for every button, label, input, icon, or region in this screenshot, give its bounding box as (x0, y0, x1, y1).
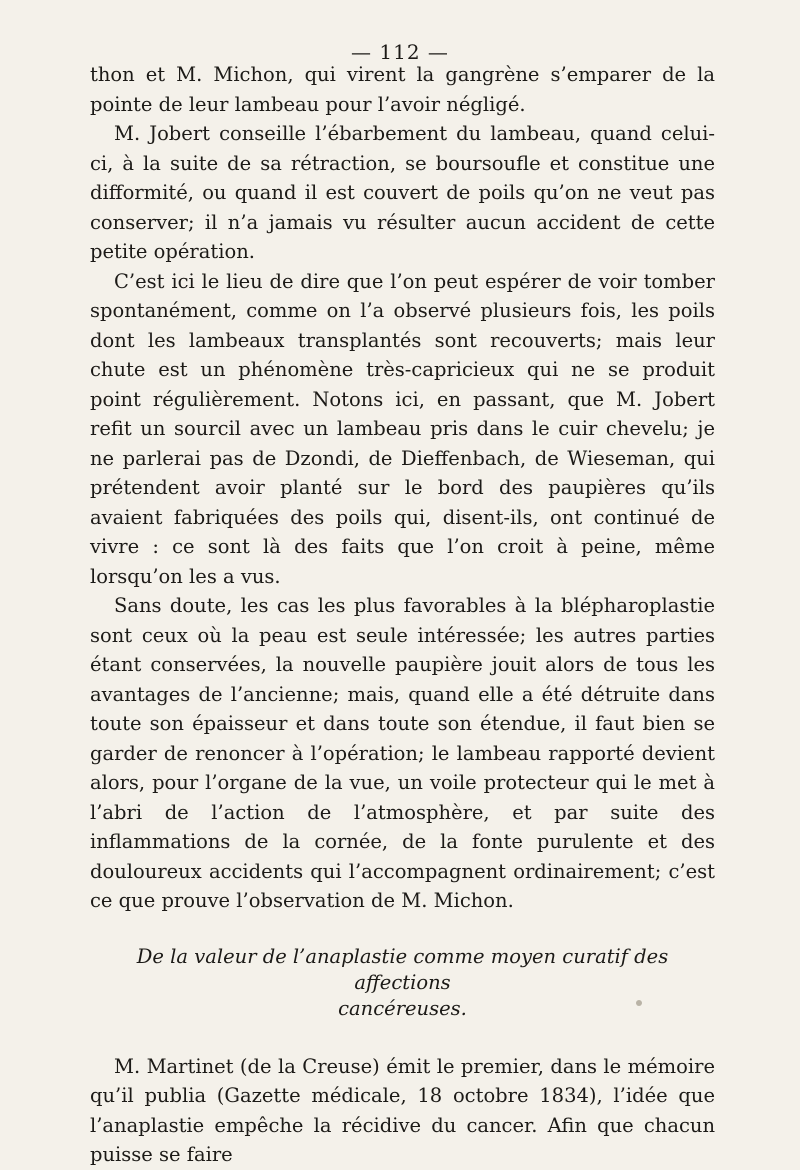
section-heading-line-2: cancéreuses. (338, 996, 467, 1020)
body-text (90, 60, 715, 1170)
paragraph-continuation: thon et M. Michon, qui virent la gangrène s’emparer de la pointe de leur lambeau pour l’avoir négligé. (90, 63, 715, 116)
section-heading (90, 944, 715, 1022)
paragraph-blepharoplastie: Sans doute, les cas les plus favorables à la blépharoplastie sont ceux où la peau est seule intéressée; les autres parties étant conservées, la nouvelle paupière jouit alors de tous les avantages de l’ancienne; mais, quand elle a été détruite dans toute son épaisseur et dans toute son étendue, il faut bien se garder de renoncer à l’opération; le lambeau rapporté devient alors, pour l’organe de la vue, un voile protecteur qui le met à l’abri de l’action de l’atmosphère, et par suite des inflammations de la cornée, de la fonte purulente et des douloureux accidents qui l’accompagnent ordinairement; c’est ce que prouve l’observation de M. Michon. (90, 594, 715, 912)
section-heading-line-1: De la valeur de l’anaplastie comme moyen curatif des affections (136, 944, 669, 994)
print-smudge (636, 1000, 642, 1006)
paragraph-martinet: M. Martinet (de la Creuse) émit le premier, dans le mémoire qu’il publia (Gazette médicale, 18 octobre 1834), l’idée que l’anaplastie empêche la récidive du cancer. Afin que chacun puisse se faire (90, 1054, 715, 1166)
page-number: — 112 — (351, 40, 449, 64)
paragraph-jobert-ebarbement: M. Jobert conseille l’ébarbement du lambeau, quand celui-ci, à la suite de sa rétraction, se boursoufle et constitue une difformité, ou quand il est couvert de poils qu’on ne veut pas conserver; il n’a jamais vu résulter aucun accident de cette petite opération. (90, 122, 715, 263)
paragraph-poils-transplantes: C’est ici le lieu de dire que l’on peut espérer de voir tomber spontanément, comme on l’a observé plusieurs fois, les poils dont les lambeaux transplantés sont recouverts; mais leur chute est un phénomène très-capricieux qui ne se produit point régulièrement. Notons ici, en passant, que M. Jobert refit un sourcil avec un lambeau pris dans le cuir chevelu; je ne parlerai pas de Dzondi, de Dieffenbach, de Wieseman, qui prétendent avoir planté sur le bord des paupières qu’ils avaient fabriquées des poils qui, disent-ils, ont continué de vivre : ce sont là des faits que l’on croit à peine, même lorsqu’on les a vus. (90, 269, 715, 588)
